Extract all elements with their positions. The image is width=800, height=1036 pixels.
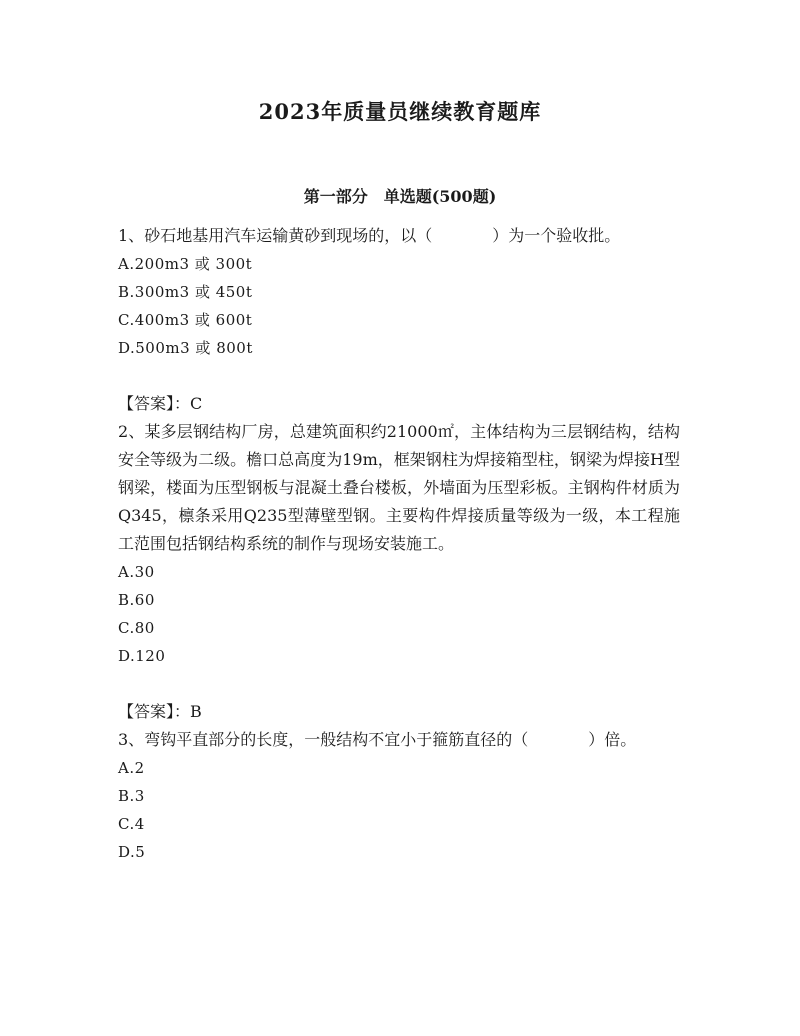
question-stem-after-blank: ）为一个验收批。	[492, 226, 621, 245]
answer-line	[118, 698, 680, 726]
option-d: D.5	[118, 843, 146, 861]
question-stem: 某多层钢结构厂房，总建筑面积约21000㎡，主体结构为三层钢结构，结构安全等级为二级。檐口总高度为19m，框架钢柱为焊接箱型柱，钢梁为焊接H型钢梁，楼面为压型钢板与混凝土叠台楼板，外墙面为压型彩板。主钢构件材质为Q345，檩条采用Q235型薄壁型钢。主要构件焊接质量等级为一级，本工程施工范围包括钢结构系统的制作与现场安装施工。	[118, 422, 680, 553]
option-a: A.30	[118, 563, 155, 581]
section-heading: 第一部分 单选题(500题)	[303, 187, 497, 206]
question-number: 1、	[118, 226, 145, 245]
option-b: B.3	[118, 787, 145, 805]
question-stem-before-blank: 砂石地基用汽车运输黄砂到现场的，以（	[144, 226, 433, 245]
option-d: D.500m3 或 800t	[118, 339, 253, 357]
option-d: D.120	[118, 647, 166, 665]
option-b: B.300m3 或 450t	[118, 283, 253, 301]
question-text	[118, 726, 680, 754]
option-a: A.200m3 或 300t	[118, 255, 253, 273]
answer-value: B	[190, 702, 202, 721]
option-c: C.80	[118, 619, 155, 637]
question-1	[118, 222, 680, 418]
option-a: A.2	[118, 759, 145, 777]
question-number: 3、	[118, 730, 145, 749]
answer-label: 【答案】：	[118, 394, 191, 413]
answer-line	[118, 390, 680, 418]
option-c: C.4	[118, 815, 145, 833]
question-2	[118, 418, 680, 726]
question-3	[118, 726, 680, 866]
option-list	[118, 754, 680, 866]
option-list	[118, 250, 680, 362]
option-b: B.60	[118, 591, 155, 609]
answer-label: 【答案】：	[118, 702, 191, 721]
option-c: C.400m3 或 600t	[118, 311, 253, 329]
answer-value: C	[190, 394, 203, 413]
document-title: 2023年质量员继续教育题库	[258, 99, 542, 124]
question-text	[118, 222, 680, 250]
question-list	[118, 222, 680, 866]
option-list	[118, 558, 680, 670]
question-stem-before-blank: 弯钩平直部分的长度，一般结构不宜小于箍筋直径的（	[144, 730, 529, 749]
question-number: 2、	[118, 422, 145, 441]
question-stem-after-blank: ）倍。	[588, 730, 637, 749]
question-text	[118, 418, 680, 558]
